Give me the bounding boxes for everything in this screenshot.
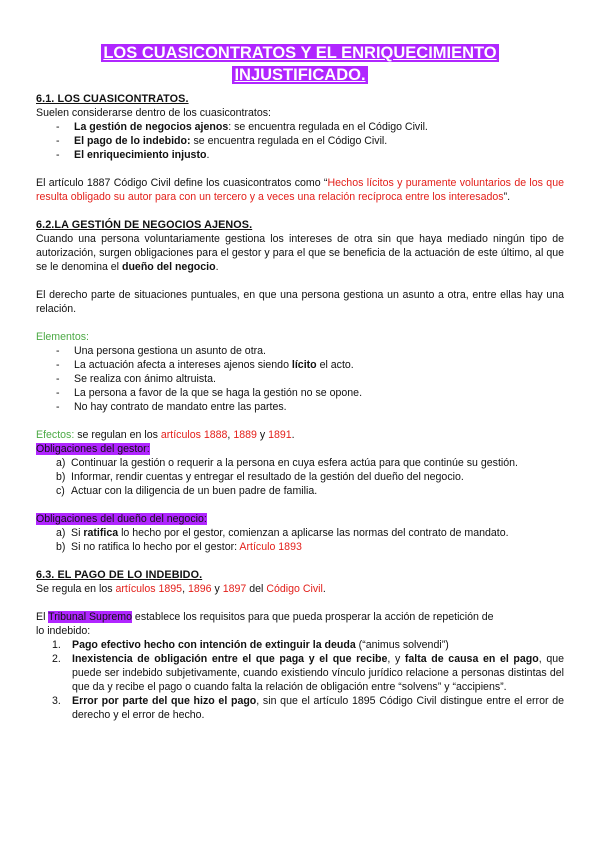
tribunal-paragraph: El Tribunal Supremo establece los requisitos para que pueda prosperar la acción de repetición de lo indebido:: [36, 611, 494, 637]
list-item: - No hay contrato de mandato entre las partes.: [56, 400, 564, 414]
paragraph: El derecho parte de situaciones puntuales, en que una persona gestiona un asunto a otra, entre ellas hay una relación.: [36, 289, 564, 315]
paragraph: Suelen considerarse dentro de los cuasicontratos:: [36, 107, 271, 119]
section-heading-cuasicontratos: 6.1. LOS CUASICONTRATOS.: [36, 93, 189, 105]
list-item: a) Continuar la gestión o requerir a la persona en cuya esfera actúa para que continúe su gestión.: [56, 457, 518, 469]
dueno-obligations-list: [36, 526, 564, 554]
document-page: [36, 0, 564, 722]
elementos-label: Elementos:: [36, 331, 89, 343]
requisitos-list: [36, 638, 564, 722]
list-item: - Se realiza con ánimo altruista.: [56, 372, 564, 386]
list-item: b) Informar, rendir cuentas y entregar el resultado de la gestión del dueño del negocio.: [56, 471, 464, 483]
list-item: 3. Error por parte del que hizo el pago, sin que el artículo 1895 Código Civil distingue entre el error de derecho y el error de hecho.: [52, 695, 564, 721]
list-item: 1. Pago efectivo hecho con intención de extinguir la deuda (“animus solvendi”): [52, 639, 449, 651]
section-heading-pago-indebido: 6.3. EL PAGO DE LO INDEBIDO.: [36, 569, 203, 581]
document-title: [36, 42, 564, 86]
list-item: - Una persona gestiona un asunto de otra.: [56, 344, 564, 358]
list-item: - La persona a favor de la que se haga la gestión no se opone.: [56, 386, 564, 400]
definition-paragraph: El artículo 1887 Código Civil define los cuasicontratos como “Hechos lícitos y puramente voluntarios de los que resulta obligado su autor para con un tercero y a veces una relación recíproca entre los interesados”.: [36, 177, 564, 203]
elementos-list: [36, 344, 564, 414]
definition-quote: Hechos lícitos y puramente voluntarios de los que resulta obligado su autor para con un tercero y a veces una relación recíproca entre los interesados: [36, 177, 564, 203]
list-item: - El pago de lo indebido: se encuentra regulada en el Código Civil.: [56, 134, 564, 148]
title-line-2: INJUSTIFICADO.: [234, 66, 366, 84]
section-heading-gestion: 6.2.LA GESTIÓN DE NEGOCIOS AJENOS.: [36, 219, 253, 231]
efectos-line: Efectos: se regulan en los artículos 1888, 1889 y 1891.: [36, 429, 295, 441]
list-item: - La gestión de negocios ajenos: se encuentra regulada en el Código Civil.: [56, 120, 564, 134]
list-item: a) Si ratifica lo hecho por el gestor, comienzan a aplicarse las normas del contrato de mandato.: [56, 527, 509, 539]
regulation-line: Se regula en los artículos 1895, 1896 y 1897 del Código Civil.: [36, 583, 326, 595]
title-line-1: LOS CUASICONTRATOS Y EL ENRIQUECIMIENTO: [103, 44, 497, 62]
obligaciones-dueno-label: Obligaciones del dueño del negocio:: [36, 513, 207, 525]
obligaciones-gestor-label: Obligaciones del gestor:: [36, 443, 150, 455]
paragraph: Cuando una persona voluntariamente gestiona los intereses de otra sin que haya mediado ningún tipo de autorización, surgen obligaciones para el gestor y para el que se beneficia de la actuación de este último, al que se le denomina el dueño del negocio.: [36, 233, 564, 273]
list-item: 2. Inexistencia de obligación entre el que paga y el que recibe, y falta de causa en el pago, que puede ser indebido subjetivamente, cuando existiendo vínculo jurídico relacione a personas distintas del que da y recibe el pago o cuando falta la relación de obligación entre “solvens” y “accipiens”.: [52, 653, 565, 693]
cuasicontratos-list: [36, 120, 564, 162]
gestor-obligations-list: [36, 456, 564, 498]
list-item: b) Si no ratifica lo hecho por el gestor: Artículo 1893: [56, 541, 302, 553]
list-item: c) Actuar con la diligencia de un buen padre de familia.: [56, 485, 318, 497]
list-item: - La actuación afecta a intereses ajenos siendo lícito el acto.: [56, 358, 564, 372]
list-item: - El enriquecimiento injusto.: [56, 148, 564, 162]
